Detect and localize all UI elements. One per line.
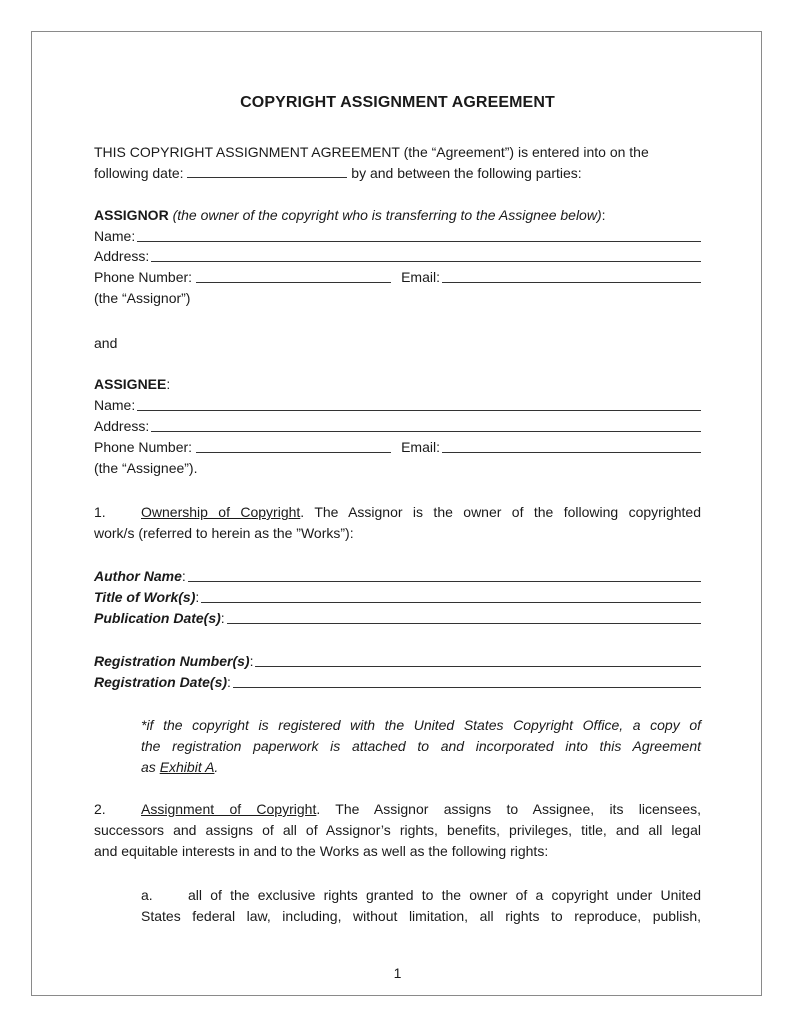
author-name-row xyxy=(94,566,701,586)
assignee-address-label: Address: xyxy=(94,418,150,434)
item-a-text: all of the exclusive rights granted to the owner of a copyright under United xyxy=(188,887,701,903)
registration-number-row xyxy=(94,651,701,671)
note-line-3 xyxy=(141,757,701,778)
assignee-address-row xyxy=(94,416,701,436)
item-a-letter: a. xyxy=(141,887,153,903)
item-a xyxy=(141,885,701,927)
author-name-colon: : xyxy=(181,568,186,584)
assignee-colon: : xyxy=(166,376,171,392)
publication-date-label: Publication Date(s) xyxy=(94,610,221,626)
title-of-work-field[interactable] xyxy=(201,588,701,603)
registration-date-colon: : xyxy=(227,674,231,690)
item-a-line-1 xyxy=(141,885,701,906)
assignee-contact-row xyxy=(94,437,701,457)
section-2-heading: Assignment of Copyright xyxy=(141,801,317,817)
item-a-line-2: States federal law, including, without limitation, all rights to reproduce, publish, xyxy=(141,908,701,924)
section-1 xyxy=(94,502,701,544)
assignee-title: ASSIGNEE xyxy=(94,376,167,392)
registration-date-field[interactable] xyxy=(233,673,701,688)
note-period: . xyxy=(214,759,219,775)
assignor-heading xyxy=(94,205,606,225)
section-2-number: 2. xyxy=(94,801,106,817)
assignee-phone-label: Phone Number: xyxy=(94,439,193,455)
assignor-email-label: Email: xyxy=(401,269,440,285)
section-1-heading: Ownership of Copyright xyxy=(141,504,301,520)
assignor-name-field[interactable] xyxy=(137,227,701,242)
author-name-field[interactable] xyxy=(188,567,701,582)
assignee-email-field[interactable] xyxy=(442,438,701,453)
assignee-name-label: Name: xyxy=(94,397,136,413)
title-of-work-row xyxy=(94,587,701,607)
title-of-work-label: Title of Work(s) xyxy=(94,589,196,605)
exhibit-a-link[interactable]: Exhibit A xyxy=(159,759,215,775)
section-1-text: . The Assignor is the owner of the following copyrighted xyxy=(300,504,701,520)
assignee-name-row xyxy=(94,395,701,415)
section-2 xyxy=(94,799,701,862)
assignor-address-label: Address: xyxy=(94,248,150,264)
registration-date-row xyxy=(94,672,701,692)
note-line-2: the registration paperwork is attached to and incorporated into this Agreement xyxy=(141,738,701,754)
publication-date-field[interactable] xyxy=(227,609,701,624)
intro-date-label: following date: xyxy=(94,165,184,181)
assignor-phone-field[interactable] xyxy=(196,268,391,283)
note-line-1: *if the copyright is registered with the United States Copyright Office, a copy of xyxy=(141,717,701,733)
assignor-colon: : xyxy=(601,207,606,223)
assignee-name-field[interactable] xyxy=(137,396,701,411)
assignor-email-field[interactable] xyxy=(442,268,701,283)
registration-number-colon: : xyxy=(249,653,254,669)
assignee-email-label: Email: xyxy=(401,439,440,455)
assignor-phone-label: Phone Number: xyxy=(94,269,193,285)
section-2-text: . The Assignor assigns to Assignee, its licensees, xyxy=(316,801,701,817)
section-2-line-3: and equitable interests in and to the Works as well as the following rights: xyxy=(94,843,549,859)
intro-line-2 xyxy=(94,163,582,183)
assignee-closing: (the “Assignee”). xyxy=(94,460,198,476)
registration-number-field[interactable] xyxy=(255,652,701,667)
publication-date-row xyxy=(94,608,701,628)
document-title: COPYRIGHT ASSIGNMENT AGREEMENT xyxy=(240,94,555,111)
registration-note xyxy=(141,715,701,778)
document-page xyxy=(31,31,762,996)
note-as-text: as xyxy=(141,759,160,775)
section-2-line-2: successors and assigns of all of Assignor’s rights, benefits, privileges, title, and all legal xyxy=(94,822,701,838)
intro-line-1: THIS COPYRIGHT ASSIGNMENT AGREEMENT (the “Agreement”) is entered into on the xyxy=(94,144,649,160)
section-2-line-1 xyxy=(94,799,701,820)
and-text: and xyxy=(94,335,118,351)
assignee-address-field[interactable] xyxy=(151,417,701,432)
page-number: 1 xyxy=(393,965,402,981)
assignee-phone-field[interactable] xyxy=(196,438,391,453)
intro-parties-text: by and between the following parties: xyxy=(351,165,582,181)
assignor-address-row xyxy=(94,246,701,266)
section-1-line-2: work/s (referred to herein as the ”Works”): xyxy=(94,525,354,541)
title-of-work-colon: : xyxy=(195,589,200,605)
assignor-address-field[interactable] xyxy=(151,247,701,262)
assignor-name-row xyxy=(94,226,701,246)
author-name-label: Author Name xyxy=(94,568,182,584)
assignor-closing: (the “Assignor”) xyxy=(94,290,191,306)
assignor-contact-row xyxy=(94,267,701,287)
assignor-description: (the owner of the copyright who is transferring to the Assignee below) xyxy=(172,207,602,223)
assignor-name-label: Name: xyxy=(94,228,136,244)
registration-number-label: Registration Number(s) xyxy=(94,653,250,669)
section-1-number: 1. xyxy=(94,504,106,520)
assignor-title: ASSIGNOR xyxy=(94,207,169,223)
agreement-date-field[interactable] xyxy=(187,163,347,178)
registration-date-label: Registration Date(s) xyxy=(94,674,228,690)
section-1-line-1 xyxy=(94,502,701,523)
publication-date-colon: : xyxy=(220,610,225,626)
assignee-heading xyxy=(94,374,170,394)
